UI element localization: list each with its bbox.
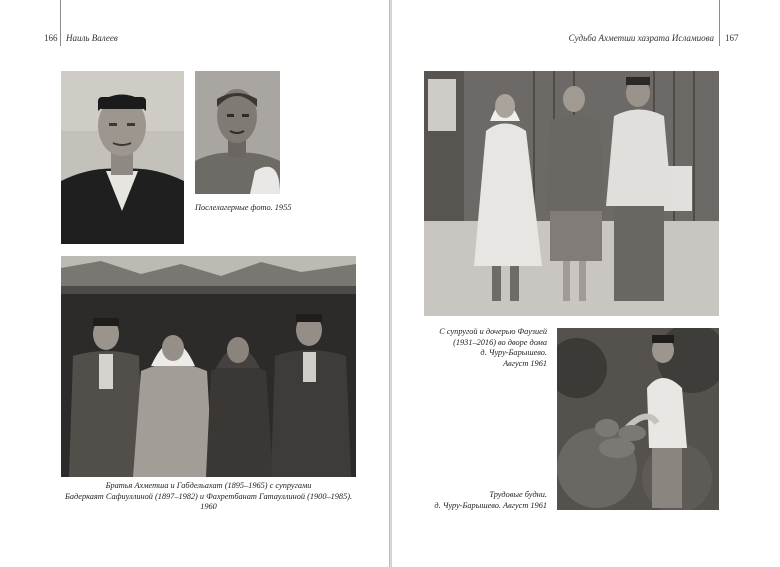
page-number: 167 [725,33,739,43]
caption-line: 1960 [200,502,217,511]
group-photo-brothers [61,256,356,477]
caption-line: С супругой и дочерью Фаузией [439,327,547,336]
header-rule [60,0,61,46]
photo-garden-work [557,328,719,510]
right-page [391,0,780,567]
caption-line: д. Чуру-Барышево. [480,348,547,357]
caption-line: (1931–2016) во дворе дома [453,337,547,347]
caption-work-days [424,490,547,511]
header-rule [719,0,720,46]
running-head: Судьба Ахметши хазрата Исламиова [568,33,714,43]
caption-brothers-with-spouses [60,481,357,513]
caption-line: Август 1961 [503,358,547,368]
portrait-photo-man [195,71,280,194]
page-number: 166 [44,33,58,43]
running-head: Наиль Валеев [66,33,118,43]
caption-line: Бадеркаят Сафиуллиной (1897–1982) и Фахретбанат Гатауллиной (1900–1985). [64,491,353,501]
caption-postcamp-photos: Послелагерные фото. 1955 [195,203,292,212]
photo-courtyard-family [424,71,719,316]
caption-line: Трудовые будни. [489,490,547,499]
caption-courtyard [424,327,547,369]
caption-line: д. Чуру-Барышево. Август 1961 [434,500,547,510]
caption-line: Братья Ахметша и Габдельахат (1895–1965) с супругами [105,481,312,490]
portrait-photo-skullcap [61,71,184,244]
